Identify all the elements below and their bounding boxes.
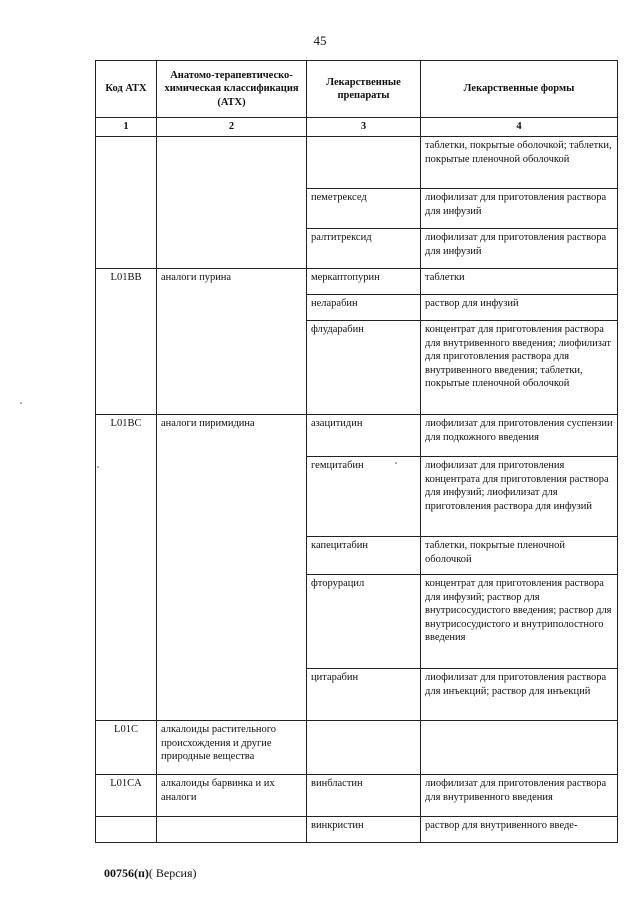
atc-group-cell: [157, 137, 307, 269]
dosage-form-cell: лиофилизат для приготовления раствора для инъекций; раствор для инъекций: [421, 669, 618, 721]
document-code: 00756(п): [104, 866, 149, 880]
dosage-form-cell: таблетки, покрытые пленочной оболочкой: [421, 537, 618, 575]
drug-cell: ралтитрексид: [307, 229, 421, 269]
document-version: ( Версия): [148, 866, 197, 880]
table-row: [96, 269, 618, 295]
document-footer: [104, 866, 197, 881]
dosage-form-cell: лиофилизат для приготовления раствора для инфузий: [421, 229, 618, 269]
table-row: [96, 137, 618, 189]
header-drugs: Лекарственные препараты: [307, 61, 421, 118]
table-row: [96, 721, 618, 775]
column-number-row: [96, 118, 618, 137]
drug-cell: винкристин: [307, 817, 421, 843]
atc-code-cell: L01C: [96, 721, 157, 775]
drug-cell: цитарабин: [307, 669, 421, 721]
drug-cell: флударабин: [307, 321, 421, 415]
header-atc-classification: Анатомо-терапевтическо-химическая классификация (АТХ): [157, 61, 307, 118]
atc-group-cell: алкалоиды барвинка и их аналоги: [157, 775, 307, 817]
table-header-row: [96, 61, 618, 118]
scan-speck: [97, 466, 99, 468]
header-dosage-forms: Лекарственные формы: [421, 61, 618, 118]
table-row: [96, 775, 618, 817]
drug-cell: неларабин: [307, 295, 421, 321]
atc-code-cell: [96, 137, 157, 269]
atc-group-cell: аналоги пиримидина: [157, 415, 307, 721]
dosage-form-cell: таблетки: [421, 269, 618, 295]
atc-code-cell: L01CA: [96, 775, 157, 817]
drug-cell: капецитабин: [307, 537, 421, 575]
dosage-form-cell: [421, 721, 618, 775]
column-number: 2: [157, 118, 307, 137]
dosage-form-cell: таблетки, покрытые оболочкой; таблетки, покрытые пленочной оболочкой: [421, 137, 618, 189]
drug-cell: пеметрексед: [307, 189, 421, 229]
scan-speck: [20, 402, 22, 404]
table-row: [96, 817, 618, 843]
table-row: [96, 415, 618, 457]
drug-cell: азацитидин: [307, 415, 421, 457]
dosage-form-cell: раствор для инфузий: [421, 295, 618, 321]
dosage-form-cell: раствор для внутривенного введе-: [421, 817, 618, 843]
page-number: 45: [313, 33, 327, 48]
drug-cell: фторурацил: [307, 575, 421, 669]
drug-cell: [307, 137, 421, 189]
drug-cell: [307, 721, 421, 775]
atc-code-cell: [96, 817, 157, 843]
atc-code-cell: L01BC: [96, 415, 157, 721]
atc-group-cell: [157, 817, 307, 843]
drug-cell: гемцитабин: [307, 457, 421, 537]
column-number: 1: [96, 118, 157, 137]
dosage-form-cell: лиофилизат для приготовления раствора для внутривенного введения: [421, 775, 618, 817]
drug-cell: винбластин: [307, 775, 421, 817]
scan-speck: [395, 462, 397, 464]
dosage-form-cell: концентрат для приготовления раствора для инфузий; раствор для внутрисосудистого введения; раствор для внутрисосудистого и внутриполостного введения: [421, 575, 618, 669]
atc-group-cell: алкалоиды растительного происхождения и другие природные вещества: [157, 721, 307, 775]
dosage-form-cell: лиофилизат для приготовления концентрата для приготовления раствора для инфузий; лиофилизат для приготовления раствора для инфузий: [421, 457, 618, 537]
atc-group-cell: аналоги пурина: [157, 269, 307, 415]
atc-code-cell: L01BB: [96, 269, 157, 415]
column-number: 4: [421, 118, 618, 137]
atc-drug-table: [95, 60, 618, 843]
drug-cell: меркаптопурин: [307, 269, 421, 295]
dosage-form-cell: лиофилизат для приготовления суспензии для подкожного введения: [421, 415, 618, 457]
header-atc-code: Код АТХ: [96, 61, 157, 118]
dosage-form-cell: концентрат для приготовления раствора для внутривенного введения; лиофилизат для приготовления раствора для внутривенного введения; таблетки, покрытые пленочной оболочкой: [421, 321, 618, 415]
column-number: 3: [307, 118, 421, 137]
dosage-form-cell: лиофилизат для приготовления раствора для инфузий: [421, 189, 618, 229]
